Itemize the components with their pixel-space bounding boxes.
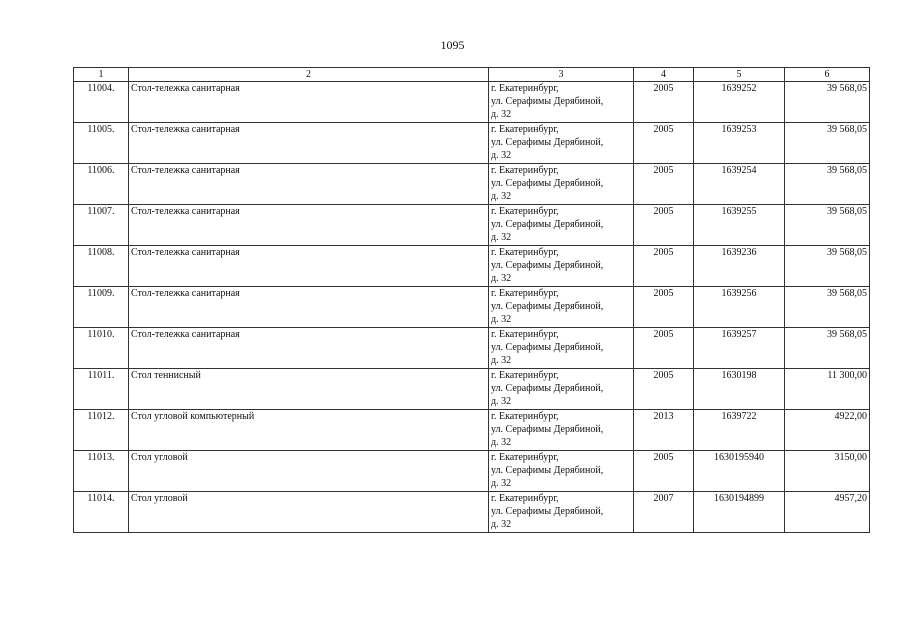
item-name-cell: Стол угловой компьютерный — [129, 410, 489, 451]
year-cell: 2005 — [634, 287, 694, 328]
row-number-cell: 11010. — [74, 328, 129, 369]
item-name-cell: Стол-тележка санитарная — [129, 287, 489, 328]
address-cell — [489, 205, 634, 246]
inventory-number-cell: 1630194899 — [694, 492, 785, 533]
address-line: ул. Серафимы Дерябиной, — [491, 301, 604, 312]
address-line: г. Екатеринбург, — [491, 411, 559, 422]
address-line: ул. Серафимы Дерябиной, — [491, 424, 604, 435]
inventory-number-cell: 1639252 — [694, 82, 785, 123]
item-name-cell: Стол-тележка санитарная — [129, 123, 489, 164]
row-number-cell: 11005. — [74, 123, 129, 164]
address-line: ул. Серафимы Дерябиной, — [491, 342, 604, 353]
address-cell — [489, 369, 634, 410]
address-cell — [489, 328, 634, 369]
address-line: г. Екатеринбург, — [491, 493, 559, 504]
year-cell: 2005 — [634, 164, 694, 205]
address-cell — [489, 164, 634, 205]
address-line: ул. Серафимы Дерябиной, — [491, 178, 604, 189]
row-number-cell: 11013. — [74, 451, 129, 492]
row-number-cell: 11014. — [74, 492, 129, 533]
address-cell — [489, 492, 634, 533]
inventory-number-cell: 1639253 — [694, 123, 785, 164]
item-name-cell: Стол теннисный — [129, 369, 489, 410]
address-line: д. 32 — [491, 314, 512, 325]
inventory-number-cell: 1630198 — [694, 369, 785, 410]
table-row — [74, 410, 870, 451]
item-name-cell: Стол-тележка санитарная — [129, 205, 489, 246]
table-row — [74, 82, 870, 123]
row-number-cell: 11011. — [74, 369, 129, 410]
inventory-number-cell: 1639254 — [694, 164, 785, 205]
row-number-cell: 11007. — [74, 205, 129, 246]
column-header-6: 6 — [785, 68, 870, 82]
address-line: г. Екатеринбург, — [491, 83, 559, 94]
registry-table — [73, 67, 870, 533]
address-line: г. Екатеринбург, — [491, 329, 559, 340]
address-line: д. 32 — [491, 355, 512, 366]
inventory-number-cell: 1639257 — [694, 328, 785, 369]
item-name-cell: Стол-тележка санитарная — [129, 328, 489, 369]
table-row — [74, 246, 870, 287]
cost-cell: 11 300,00 — [785, 369, 870, 410]
address-line: ул. Серафимы Дерябиной, — [491, 137, 604, 148]
address-line: д. 32 — [491, 437, 512, 448]
inventory-number-cell: 1639236 — [694, 246, 785, 287]
address-line: ул. Серафимы Дерябиной, — [491, 506, 604, 517]
table-row — [74, 205, 870, 246]
table-row — [74, 369, 870, 410]
item-name-cell: Стол угловой — [129, 492, 489, 533]
table-row — [74, 451, 870, 492]
cost-cell: 39 568,05 — [785, 82, 870, 123]
cost-cell: 4922,00 — [785, 410, 870, 451]
year-cell: 2013 — [634, 410, 694, 451]
row-number-cell: 11004. — [74, 82, 129, 123]
address-line: г. Екатеринбург, — [491, 124, 559, 135]
address-cell — [489, 287, 634, 328]
address-line: г. Екатеринбург, — [491, 370, 559, 381]
cost-cell: 39 568,05 — [785, 246, 870, 287]
item-name-cell: Стол угловой — [129, 451, 489, 492]
address-cell — [489, 123, 634, 164]
inventory-number-cell: 1630195940 — [694, 451, 785, 492]
column-header-5: 5 — [694, 68, 785, 82]
table-row — [74, 123, 870, 164]
year-cell: 2005 — [634, 82, 694, 123]
cost-cell: 39 568,05 — [785, 164, 870, 205]
table-row — [74, 164, 870, 205]
address-line: д. 32 — [491, 191, 512, 202]
column-header-1: 1 — [74, 68, 129, 82]
address-cell — [489, 410, 634, 451]
row-number-cell: 11008. — [74, 246, 129, 287]
header-row — [74, 68, 870, 82]
address-line: д. 32 — [491, 478, 512, 489]
cost-cell: 39 568,05 — [785, 205, 870, 246]
year-cell: 2005 — [634, 451, 694, 492]
row-number-cell: 11009. — [74, 287, 129, 328]
inventory-number-cell: 1639256 — [694, 287, 785, 328]
address-line: г. Екатеринбург, — [491, 452, 559, 463]
address-line: г. Екатеринбург, — [491, 288, 559, 299]
table-row — [74, 492, 870, 533]
column-header-2: 2 — [129, 68, 489, 82]
address-line: ул. Серафимы Дерябиной, — [491, 260, 604, 271]
cost-cell: 39 568,05 — [785, 287, 870, 328]
cost-cell: 39 568,05 — [785, 123, 870, 164]
address-line: ул. Серафимы Дерябиной, — [491, 383, 604, 394]
year-cell: 2005 — [634, 328, 694, 369]
year-cell: 2005 — [634, 205, 694, 246]
address-line: г. Екатеринбург, — [491, 165, 559, 176]
year-cell: 2005 — [634, 246, 694, 287]
address-line: д. 32 — [491, 396, 512, 407]
item-name-cell: Стол-тележка санитарная — [129, 246, 489, 287]
address-cell — [489, 451, 634, 492]
address-line: ул. Серафимы Дерябиной, — [491, 219, 604, 230]
year-cell: 2005 — [634, 369, 694, 410]
address-line: ул. Серафимы Дерябиной, — [491, 465, 604, 476]
cost-cell: 3150,00 — [785, 451, 870, 492]
inventory-number-cell: 1639255 — [694, 205, 785, 246]
item-name-cell: Стол-тележка санитарная — [129, 82, 489, 123]
address-line: д. 32 — [491, 109, 512, 120]
address-line: г. Екатеринбург, — [491, 206, 559, 217]
table-row — [74, 328, 870, 369]
address-line: д. 32 — [491, 519, 512, 530]
page-number: 1095 — [440, 38, 465, 52]
cost-cell: 4957,20 — [785, 492, 870, 533]
address-line: д. 32 — [491, 232, 512, 243]
address-line: д. 32 — [491, 273, 512, 284]
column-header-4: 4 — [634, 68, 694, 82]
table-body — [74, 82, 870, 533]
address-line: г. Екатеринбург, — [491, 247, 559, 258]
item-name-cell: Стол-тележка санитарная — [129, 164, 489, 205]
inventory-number-cell: 1639722 — [694, 410, 785, 451]
address-line: ул. Серафимы Дерябиной, — [491, 96, 604, 107]
row-number-cell: 11006. — [74, 164, 129, 205]
address-cell — [489, 82, 634, 123]
cost-cell: 39 568,05 — [785, 328, 870, 369]
year-cell: 2007 — [634, 492, 694, 533]
address-cell — [489, 246, 634, 287]
address-line: д. 32 — [491, 150, 512, 161]
table-row — [74, 287, 870, 328]
row-number-cell: 11012. — [74, 410, 129, 451]
column-header-3: 3 — [489, 68, 634, 82]
year-cell: 2005 — [634, 123, 694, 164]
